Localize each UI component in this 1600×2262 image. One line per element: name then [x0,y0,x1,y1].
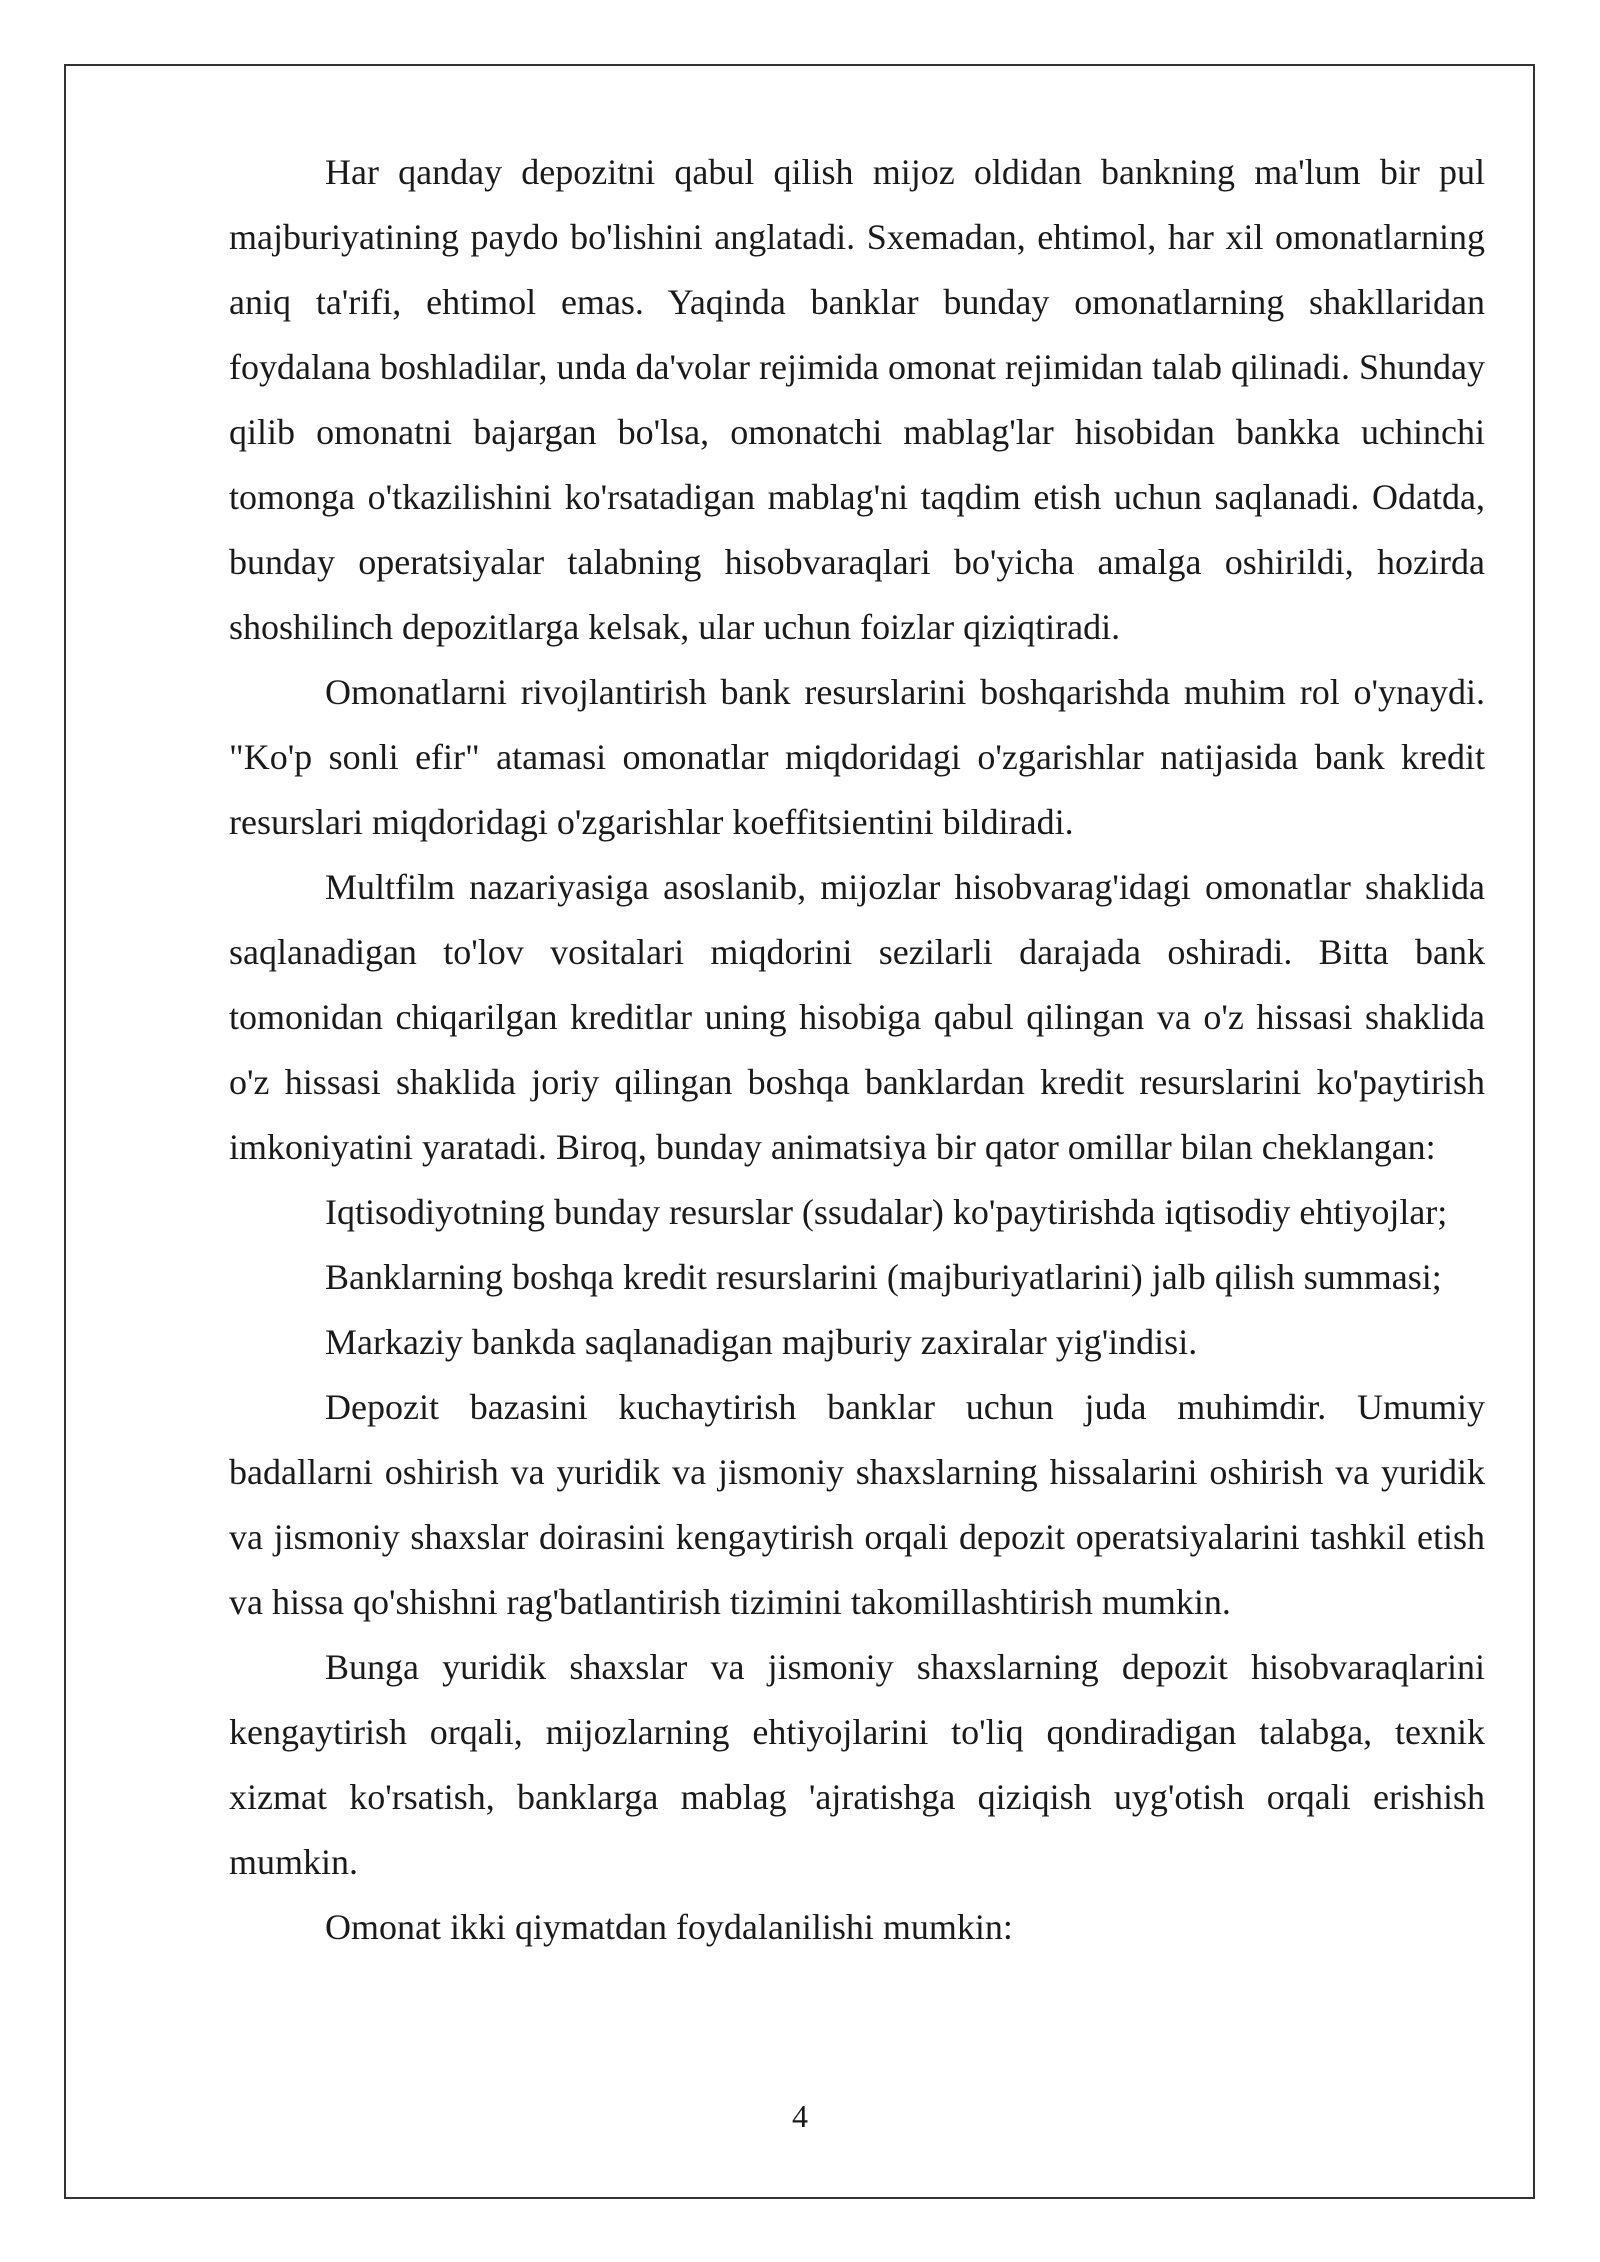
list-item: Iqtisodiyotning bunday resurslar (ssudalar) ko'paytirishda iqtisodiy ehtiyojlar; [325,1192,1448,1232]
paragraph-accounts-expansion: Bunga yuridik shaxslar va jismoniy shaxslarning depozit hisobvaraqlarini kengaytirish orqali, mijozlarning ehtiyojlarini to'liq qondiradigan talabga, texnik xizmat ko'rsatish, banklarga mablag 'ajratishga qiziqish uyg'otish orqali erishish mumkin. [229,1647,1485,1882]
page-number: 4 [792,2098,808,2134]
paragraph-deposit-base: Depozit bazasini kuchaytirish banklar uchun juda muhimdir. Umumiy badallarni oshirish va yuridik va jismoniy shaxslarning hissalarini oshirish va yuridik va jismoniy shaxslar doirasini kengaytirish orqali depozit operatsiyalarini tashkil etish va hissa qo'shishni rag'batlantirish tizimini takomillashtirish mumkin. [229,1387,1485,1622]
list-item: Markaziy bankda saqlanadigan majburiy zaxiralar yig'indisi. [325,1322,1198,1362]
document-body [229,140,1485,1960]
paragraph-deposit-development: Omonatlarni rivojlantirish bank resurslarini boshqarishda muhim rol o'ynaydi. "Ko'p sonli efir" atamasi omonatlar miqdoridagi o'zgarishlar natijasida bank kredit resurslari miqdoridagi o'zgarishlar koeffitsientini bildiradi. [229,672,1485,842]
paragraph-multiplier-theory: Multfilm nazariyasiga asoslanib, mijozlar hisobvarag'idagi omonatlar shaklida saqlanadigan to'lov vositalari miqdorini sezilarli darajada oshiradi. Bitta bank tomonidan chiqarilgan kreditlar uning hisobiga qabul qilingan va o'z hissasi shaklida o'z hissasi shaklida joriy qilingan boshqa banklardan kredit resurslarini ko'paytirish imkoniyatini yaratadi. Biroq, bunday animatsiya bir qator omillar bilan cheklangan: [229,867,1485,1167]
list-item: Banklarning boshqa kredit resurslarini (majburiyatlarini) jalb qilish summasi; [325,1257,1442,1297]
paragraph-deposit-values: Omonat ikki qiymatdan foydalanilishi mumkin: [325,1907,1013,1947]
paragraph-deposit-acceptance: Har qanday depozitni qabul qilish mijoz oldidan bankning ma'lum bir pul majburiyatining paydo bo'lishini anglatadi. Sxemadan, ehtimol, har xil omonatlarning aniq ta'rifi, ehtimol emas. Yaqinda banklar bunday omonatlarning shakllaridan foydalana boshladilar, unda da'volar rejimida omonat rejimidan talab qilinadi. Shunday qilib omonatni bajargan bo'lsa, omonatchi mablag'lar hisobidan bankka uchinchi tomonga o'tkazilishini ko'rsatadigan mablag'ni taqdim etish uchun saqlanadi. Odatda, bunday operatsiyalar talabning hisobvaraqlari bo'yicha amalga oshirildi, hozirda shoshilinch depozitlarga kelsak, ular uchun foizlar qiziqtiradi. [229,152,1485,647]
